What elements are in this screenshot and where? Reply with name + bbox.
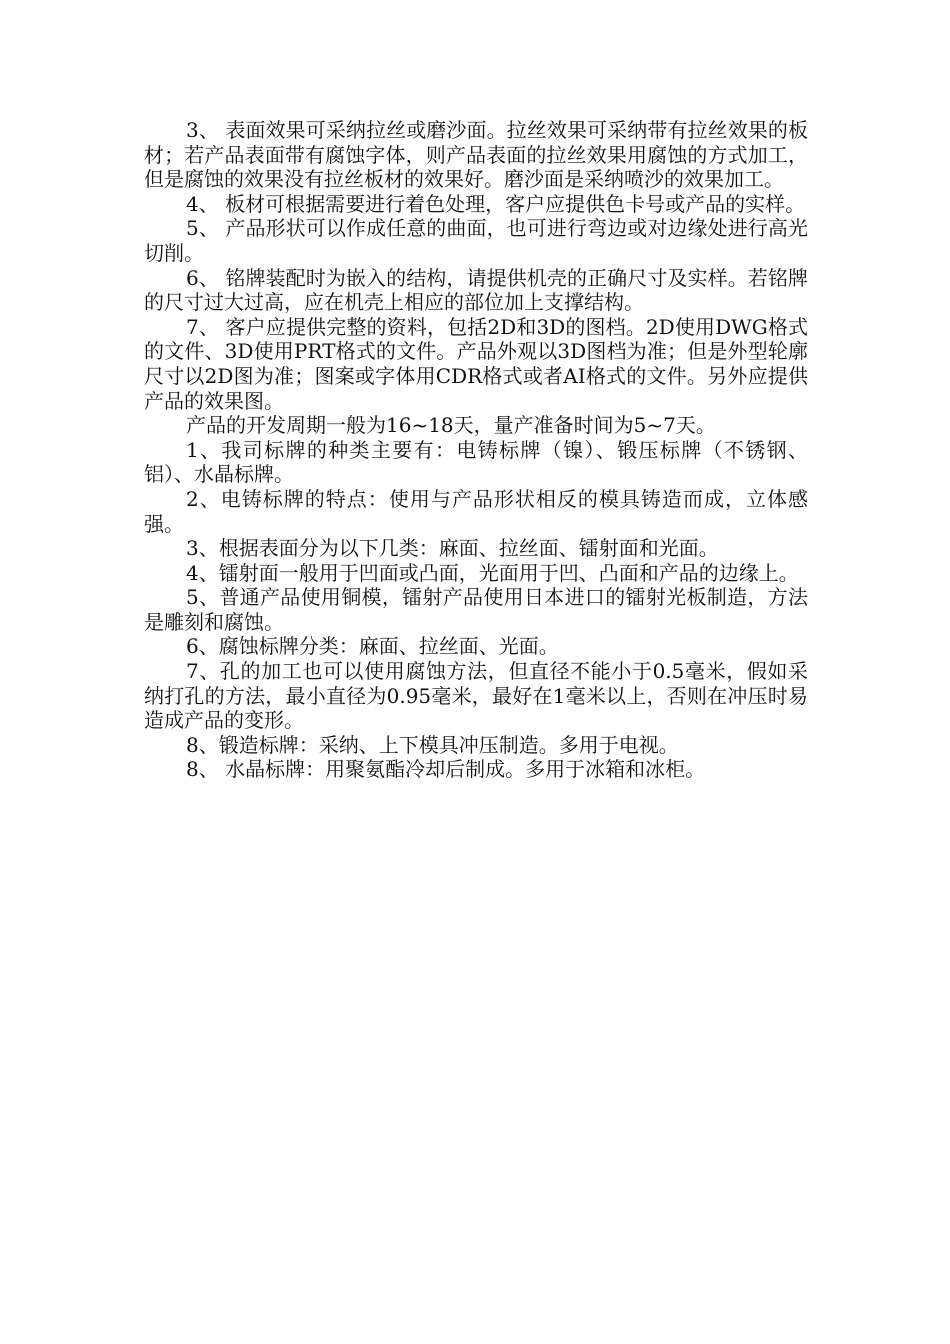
paragraph-crystal-label: 8、 水晶标牌：用聚氨酯冷却后制成。多用于冰箱和冰柜。: [186, 757, 706, 782]
paragraph-forged-label: 8、锻造标牌：采纳、上下模具冲压制造。多用于电视。: [186, 732, 679, 757]
paragraph-hole-processing: 7、孔的加工也可以使用腐蚀方法，但直径不能小于0.5毫米，假如采纳打孔的方法，最小直径为0.95毫米，最好在1毫米以上，否则在冲压时易造成产品的变形。: [144, 659, 808, 733]
paragraph-development-cycle: 产品的开发周期一般为16~18天，量产准备时间为5~7天。: [186, 413, 716, 438]
paragraph-coloring: 4、 板材可根据需要进行着色处理，客户应提供色卡号或产品的实样。: [186, 191, 806, 216]
paragraph-mold-material: 5、普通产品使用铜模，镭射产品使用日本进口的镭射光板制造，方法是雕刻和腐蚀。: [144, 585, 808, 634]
paragraph-electroform-features: 2、电铸标牌的特点：使用与产品形状相反的模具铸造而成，立体感强。: [144, 486, 808, 536]
paragraph-surface-effect: 3、 表面效果可采纳拉丝或磨沙面。拉丝效果可采纳带有拉丝效果的板材；若产品表面带有腐蚀字体，则产品表面的拉丝效果用腐蚀的方式加工，但是腐蚀的效果没有拉丝板材的效果好。磨沙面是采纳喷沙的效果加工。: [144, 118, 808, 192]
paragraph-surface-categories: 3、根据表面分为以下几类：麻面、拉丝面、镭射面和光面。: [186, 536, 719, 561]
paragraph-etched-label-types: 6、腐蚀标牌分类：麻面、拉丝面、光面。: [186, 634, 559, 659]
paragraph-laser-surface: 4、镭射面一般用于凹面或凸面，光面用于凹、凸面和产品的边缘上。: [186, 560, 799, 585]
paragraph-customer-files: 7、 客户应提供完整的资料，包括2D和3D的图档。2D使用DWG格式的文件、3D使用PRT格式的文件。产品外观以3D图档为准；但是外型轮廓尺寸以2D图为准；图案或字体用CDR格式或者AI格式的文件。另外应提供产品的效果图。: [144, 314, 808, 413]
paragraph-assembly: 6、 铭牌装配时为嵌入的结构，请提供机壳的正确尺寸及实样。若铭牌的尺寸过大过高，应在机壳上相应的部位加上支撑结构。: [144, 265, 808, 315]
paragraph-shape: 5、 产品形状可以作成任意的曲面，也可进行弯边或对边缘处进行高光切削。: [144, 216, 808, 265]
paragraph-label-types: 1、我司标牌的种类主要有：电铸标牌（镍）、锻压标牌（不锈钢、铝）、水晶标牌。: [144, 437, 808, 487]
document-body: [144, 118, 808, 782]
